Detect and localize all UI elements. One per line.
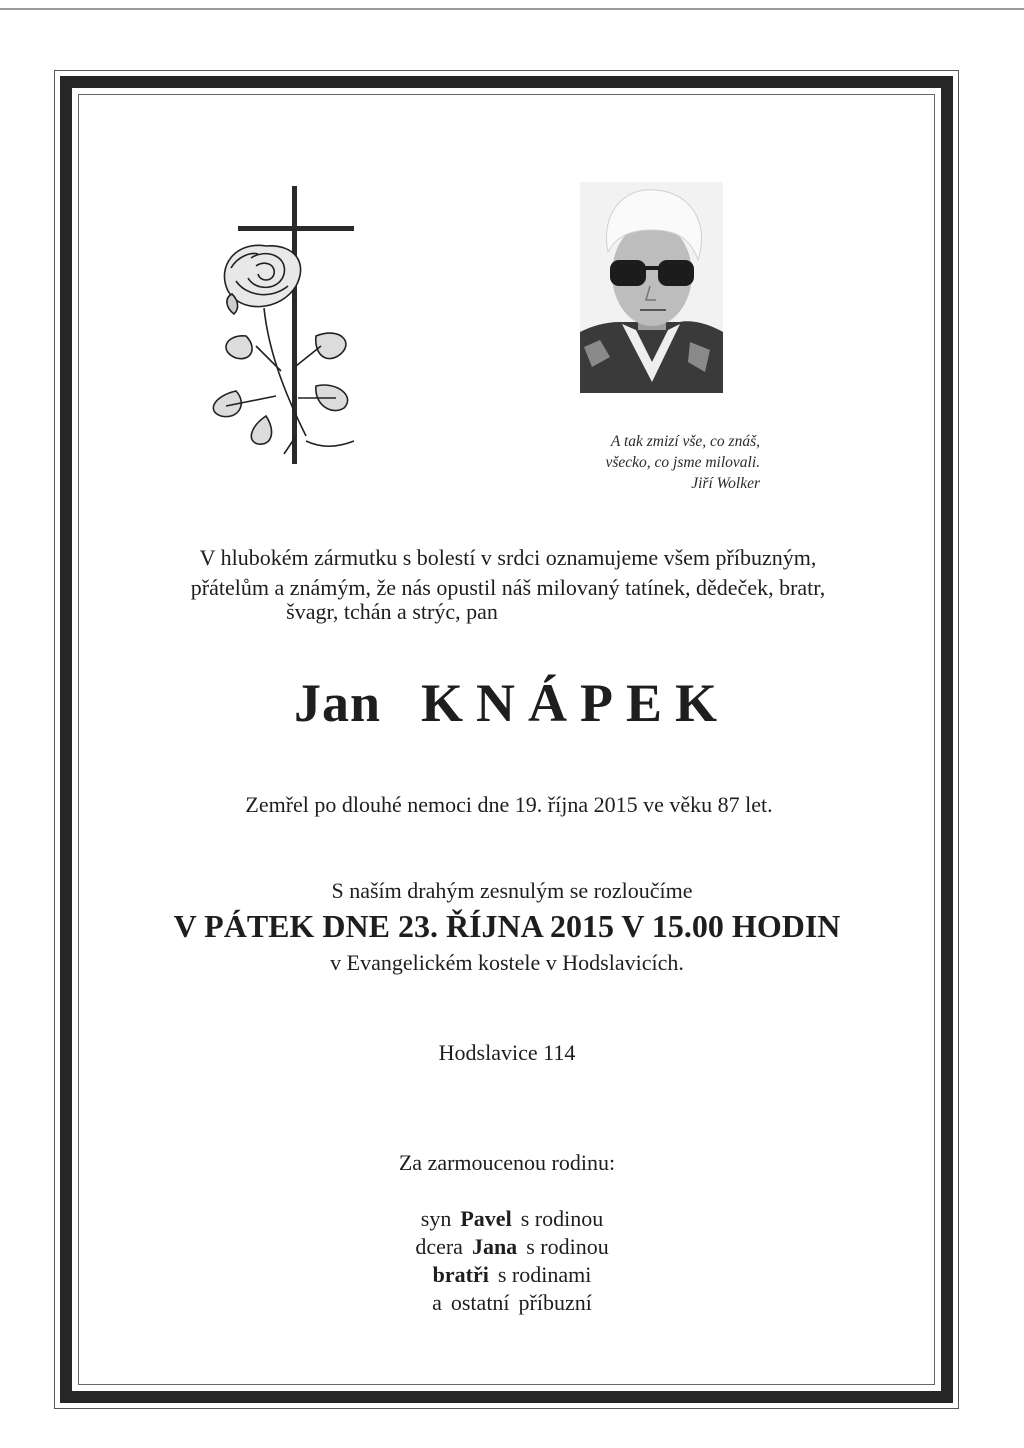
family-member [0, 1289, 1024, 1317]
deceased-first-name: Jan [293, 673, 382, 733]
intro-line-1: V hlubokém zármutku s bolestí v srdci oznamujeme všem příbuzným, [199, 545, 817, 570]
family-member [0, 1261, 1024, 1289]
address: Hodslavice 114 [438, 1040, 576, 1065]
quote-line-2: všecko, co jsme milovali. [605, 454, 760, 471]
family-member [0, 1233, 1024, 1261]
deceased-name [0, 672, 1024, 734]
intro-line-2: přátelům a známým, že nás opustil náš milovaný tatínek, dědeček, bratr, [190, 575, 826, 600]
family-with: příbuzní [518, 1290, 592, 1315]
cross-with-rose-icon [196, 186, 376, 466]
family-relation: syn [420, 1206, 452, 1231]
family-name: Jana [471, 1234, 518, 1259]
deceased-last-name: KNÁPEK [421, 673, 731, 733]
portrait-photo [580, 182, 723, 393]
farewell-datetime: V PÁTEK DNE 23. ŘÍJNA 2015 V 15.00 HODIN [173, 908, 841, 944]
family-name: Pavel [460, 1206, 512, 1231]
family-with: s rodinami [497, 1262, 592, 1287]
farewell-place: v Evangelickém kostele v Hodslavicích. [330, 950, 684, 975]
family-name: bratři [432, 1262, 489, 1287]
family-name: ostatní [450, 1290, 510, 1315]
family-with: s rodinou [520, 1206, 604, 1231]
family-title: Za zarmoucenou rodinu: [398, 1150, 616, 1175]
death-note: Zemřel po dlouhé nemoci dne 19. října 2015 ve věku 87 let. [245, 792, 773, 817]
family-relation: dcera [415, 1234, 463, 1259]
family-with: s rodinou [526, 1234, 609, 1259]
quote-author: Jiří Wolker [691, 475, 760, 492]
scan-edge-line [0, 8, 1024, 10]
family-relation: a [432, 1290, 442, 1315]
quote-line-1: A tak zmizí vše, co znáš, [610, 433, 760, 450]
family-member [0, 1205, 1024, 1233]
farewell-intro: S naším drahým zesnulým se rozloučíme [331, 878, 693, 903]
intro-line-3: švagr, tchán a strýc, pan [286, 599, 498, 624]
